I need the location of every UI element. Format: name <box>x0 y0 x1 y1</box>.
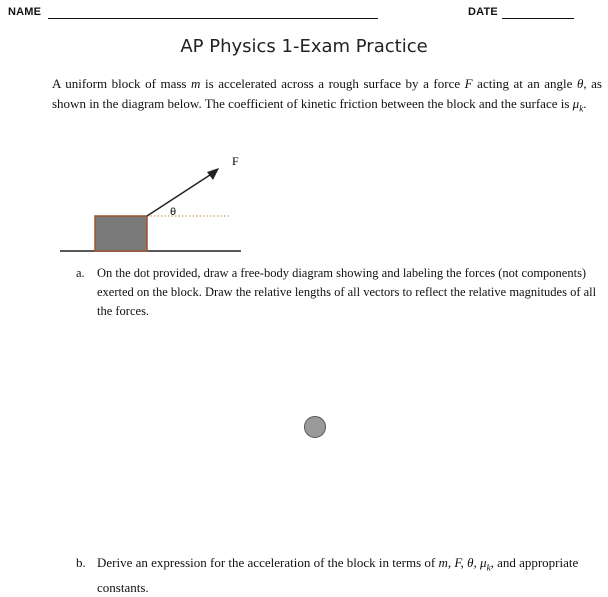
force-arrowhead <box>207 168 219 180</box>
angle-label: θ <box>170 207 177 218</box>
date-label: DATE <box>468 6 498 18</box>
var-mu-subscript: k <box>579 103 584 114</box>
page-title: AP Physics 1-Exam Practice <box>180 36 428 57</box>
var-mu: μ <box>572 96 580 111</box>
intro-text-3: acting at an angle <box>472 76 577 91</box>
date-line[interactable] <box>502 18 574 19</box>
name-line[interactable] <box>48 18 378 19</box>
problem-statement <box>52 74 602 119</box>
question-a-label: a. <box>76 266 85 280</box>
intro-text-1: A uniform block of mass <box>52 76 192 91</box>
block-diagram <box>0 150 260 260</box>
force-label: F <box>232 154 239 168</box>
intro-text-5: . <box>583 96 587 111</box>
force-vector <box>147 173 213 216</box>
question-a-text: On the dot provided, draw a free-body diagram showing and labeling the forces (not components) exerted on the block. Draw the relative lengths of all vectors to reflect the relative magnitudes of all the forces. <box>97 266 597 318</box>
name-label: NAME <box>8 6 42 18</box>
question-b-mu-subscript: k <box>486 562 491 573</box>
var-F: F <box>464 76 473 91</box>
var-m: m <box>191 76 201 91</box>
question-b-text <box>97 553 603 597</box>
question-b-vars: m, F, θ, μ <box>438 555 487 570</box>
intro-text-4: , as shown in the diagram below. The coefficient of kinetic friction between the block and the surface is <box>52 76 602 111</box>
question-b-text-1: Derive an expression for the acceleration of the block in terms of <box>97 555 439 570</box>
intro-text-2: is accelerated across a rough surface by a force <box>200 76 465 91</box>
question-b-label: b. <box>76 555 86 570</box>
var-theta: θ <box>576 76 584 91</box>
block <box>95 216 147 251</box>
free-body-dot[interactable] <box>304 416 326 438</box>
question-b-text-2: , and appropriate constants. <box>97 555 579 595</box>
